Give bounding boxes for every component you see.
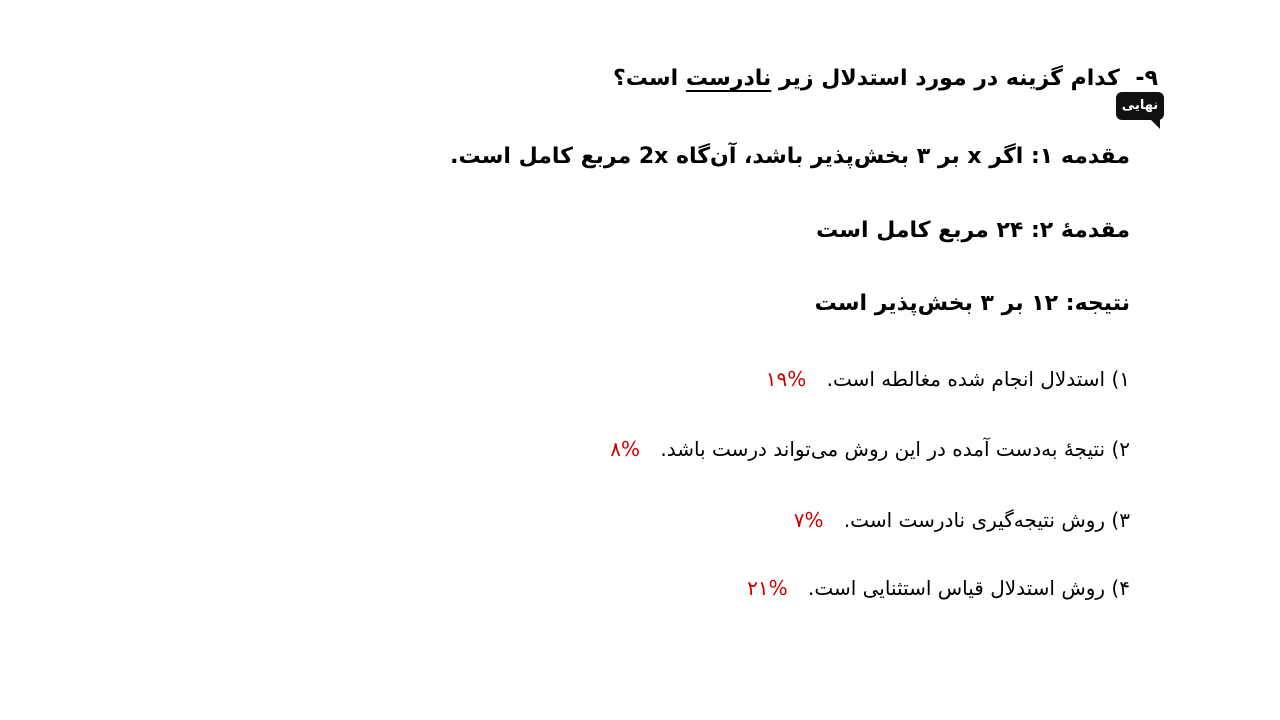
option-4-label: ۴) روش استدلال قیاس استثنایی است. bbox=[807, 576, 1130, 600]
question-title bbox=[613, 66, 1158, 91]
option-1-label: ۱) استدلال انجام شده مغالطه است. bbox=[826, 367, 1130, 391]
premise-1: مقدمه ۱: اگر x بر ۳ بخش‌پذیر باشد، آن‌گاه 2x مربع کامل است. bbox=[450, 144, 1130, 169]
option-2[interactable] bbox=[610, 437, 1130, 461]
option-3-label: ۳) روش نتیجه‌گیری نادرست است. bbox=[843, 508, 1130, 532]
option-4-percent: ۲۱% bbox=[747, 576, 788, 600]
conclusion: نتیجه: ۱۲ بر ۳ بخش‌پذیر است bbox=[814, 291, 1130, 316]
option-2-percent: ۸% bbox=[610, 437, 640, 461]
final-exam-badge: نهایی bbox=[1116, 92, 1164, 120]
option-2-label: ۲) نتیجهٔ به‌دست آمده در این روش می‌تواند درست باشد. bbox=[660, 437, 1130, 461]
option-3[interactable] bbox=[794, 508, 1130, 532]
question-underlined-word: نادرست bbox=[685, 66, 772, 91]
question-text-before: کدام گزینه در مورد استدلال زیر bbox=[778, 66, 1120, 91]
option-3-percent: ۷% bbox=[793, 508, 824, 532]
badge-tail-icon bbox=[1150, 119, 1160, 129]
option-1-percent: ۱۹% bbox=[765, 367, 807, 391]
option-4[interactable] bbox=[747, 576, 1130, 600]
question-text-after: است؟ bbox=[612, 66, 679, 91]
option-1[interactable] bbox=[766, 367, 1130, 391]
question-number: ۹- bbox=[1135, 66, 1158, 91]
premise-2: مقدمهٔ ۲: ۲۴ مربع کامل است bbox=[816, 218, 1130, 243]
